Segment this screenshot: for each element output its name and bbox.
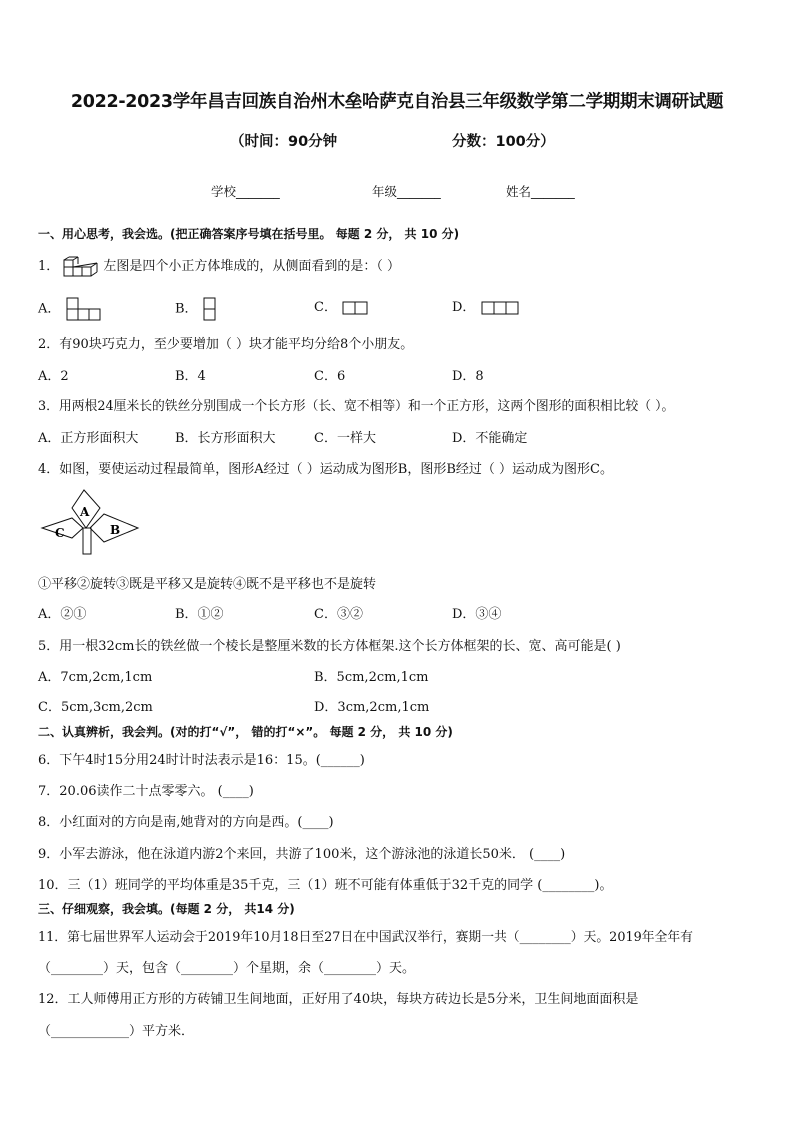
school-field: 学校_______ [211, 184, 280, 199]
grade-field: 年级_______ [372, 184, 441, 199]
q5-option-c[interactable]: C．5cm,3cm,2cm [38, 700, 153, 715]
exam-score: 分数：100分） [452, 134, 555, 150]
q1-option-a-label: A． [38, 301, 61, 317]
question-3: 3．用两根24厘米长的铁丝分别围成一个长方形（长、宽不相等）和一个正方形，这两个图形的面积相比较（ ）。 [38, 399, 675, 414]
question-1 [38, 255, 400, 278]
question-12-line-2: （____________）平方米． [38, 1024, 195, 1039]
q1-option-d[interactable] [452, 296, 522, 316]
cube-stack-figure [63, 256, 103, 278]
view-figure-c [341, 300, 371, 316]
q2-option-a[interactable]: A．2 [38, 369, 69, 384]
question-7: 7．20.06读作二十点零零六。 (____) [38, 784, 254, 799]
figure-label-b: B [110, 523, 121, 537]
name-field: 姓名_______ [506, 184, 575, 199]
section-1-heading: 一、用心思考，我会选。(把正确答案序号填在括号里。 每题 2 分， 共 10 分) [38, 227, 460, 241]
q2-option-c[interactable]: C．6 [314, 369, 346, 384]
question-1-text: 左图是四个小正方体堆成的，从侧面看到的是：（ ） [103, 259, 401, 274]
rotation-figure [38, 486, 142, 558]
view-figure-b [202, 296, 218, 322]
question-11-line-2: （________）天，包含（________）个星期，余（________）天。 [38, 961, 416, 976]
question-8: 8．小红面对的方向是南,她背对的方向是西。(____) [38, 815, 334, 830]
q4-option-c[interactable]: C．③② [314, 607, 363, 622]
q1-option-d-label: D． [452, 300, 476, 315]
exam-time: （时间：90分钟 [230, 134, 338, 150]
q4-option-a[interactable]: A．②① [38, 607, 87, 622]
section-2-heading: 二、认真辨析，我会判。(对的打“√”， 错的打“×”。 每题 2 分， 共 10 分) [38, 725, 453, 739]
q1-option-c-label: C． [314, 300, 337, 315]
q2-option-b[interactable]: B．4 [175, 369, 206, 384]
question-2: 2．有90块巧克力，至少要增加（ ）块才能平均分给8个小朋友。 [38, 337, 414, 352]
q1-option-a[interactable] [38, 296, 103, 322]
question-11-line-1: 11．第七届世界军人运动会于2019年10月18日至27日在中国武汉举行，赛期一共（________）天。2019年全年有 [38, 930, 693, 945]
page-title: 2022-2023学年昌吉回族自治州木垒哈萨克自治县三年级数学第二学期期末调研试题 [70, 92, 724, 112]
q2-option-d[interactable]: D．8 [452, 369, 484, 384]
q3-option-a[interactable]: A．正方形面积大 [38, 431, 139, 446]
q5-option-b[interactable]: B．5cm,2cm,1cm [314, 670, 429, 685]
q1-option-b[interactable] [175, 296, 218, 322]
question-4: 4．如图，要使运动过程最简单，图形A经过（ ）运动成为图形B，图形B经过（ ）运动成为图形C。 [38, 462, 613, 477]
question-6: 6．下午4时15分用24时计时法表示是16：15。(______) [38, 753, 365, 768]
q3-option-b[interactable]: B．长方形面积大 [175, 431, 276, 446]
q5-option-a[interactable]: A．7cm,2cm,1cm [38, 670, 153, 685]
question-4-choices: ①平移②旋转③既是平移又是旋转④既不是平移也不是旋转 [38, 577, 377, 592]
figure-label-c: C [55, 526, 65, 540]
question-9: 9．小军去游泳，他在泳道内游2个来回，共游了100米，这个游泳池的泳道长50米． (____) [38, 847, 566, 862]
question-12-line-1: 12．工人师傅用正方形的方砖铺卫生间地面，正好用了40块，每块方砖边长是5分米，卫生间地面面积是 [38, 992, 639, 1007]
q1-option-b-label: B． [175, 301, 198, 317]
q4-option-d[interactable]: D．③④ [452, 607, 502, 622]
question-1-number: 1． [38, 259, 60, 274]
question-5: 5．用一根32cm长的铁丝做一个棱长是整厘米数的长方体框架.这个长方体框架的长、宽、高可能是( ) [38, 639, 621, 654]
section-3-heading: 三、仔细观察，我会填。(每题 2 分， 共14 分) [38, 902, 295, 916]
q5-option-d[interactable]: D．3cm,2cm,1cm [314, 700, 430, 715]
question-10: 10．三（1）班同学的平均体重是35千克，三（1）班不可能有体重低于32千克的同学 (________)。 [38, 878, 613, 893]
q1-option-c[interactable] [314, 296, 371, 316]
figure-label-a: A [80, 505, 90, 519]
view-figure-a [65, 296, 103, 322]
q3-option-d[interactable]: D．不能确定 [452, 431, 528, 446]
q3-option-c[interactable]: C．一样大 [314, 431, 376, 446]
q4-option-b[interactable]: B．①② [175, 607, 224, 622]
view-figure-d [480, 300, 522, 316]
